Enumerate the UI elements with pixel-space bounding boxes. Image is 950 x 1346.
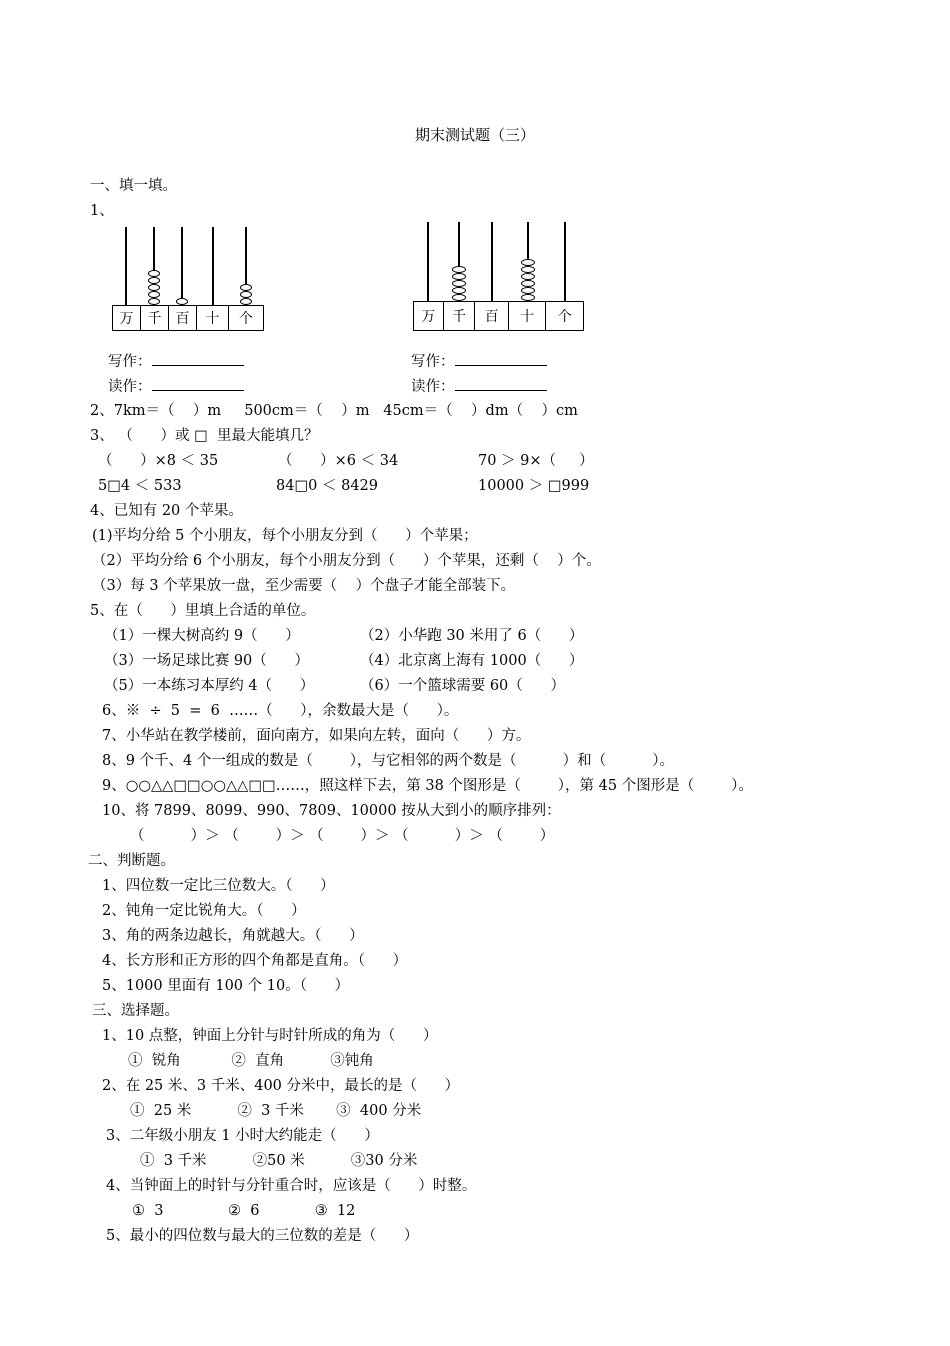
write-label: 写作： xyxy=(108,354,152,370)
choice-options: ① 锐角 ② 直角 ③钝角 xyxy=(128,1053,374,1069)
q3-item: 70 ＞ 9×（ ） xyxy=(478,453,594,469)
read-row-right xyxy=(411,376,547,397)
judge-item: 5、1000 里面有 100 个 10。（ ） xyxy=(102,978,350,994)
abacus-bead xyxy=(240,291,252,298)
section-3-heading: 三、选择题。 xyxy=(92,1003,179,1019)
abacus-bead xyxy=(521,294,535,301)
question-7: 7、小华站在教学楼前，面向南方，如果向左转，面向（ ）方。 xyxy=(102,728,531,744)
abacus-right-frame xyxy=(413,301,584,331)
judge-item: 4、长方形和正方形的四个角都是直角。（ ） xyxy=(102,953,408,969)
place-label-bai: 百 xyxy=(475,302,509,330)
abacus-bead xyxy=(148,298,160,305)
place-label-wan: 万 xyxy=(113,306,141,330)
abacus-bead xyxy=(521,259,535,266)
abacus-bead xyxy=(240,284,252,291)
choice-options: ① 25 米 ② 3 千米 ③ 400 分米 xyxy=(130,1103,422,1119)
question-3-stem: 3、 （ ）或 □ 里最大能填几？ xyxy=(90,428,319,444)
q4-item: (1)平均分给 5 个小朋友，每个小朋友分到（ ）个苹果； xyxy=(92,528,478,544)
abacus-bead xyxy=(148,291,160,298)
place-label-qian: 千 xyxy=(444,302,476,330)
abacus-rod-bai xyxy=(181,227,183,305)
q5-item: （1）一棵大树高约 9（ ） xyxy=(104,628,300,644)
q3-item: （ ）×6 ＜ 34 xyxy=(278,453,399,469)
q5-item: （4）北京离上海有 1000（ ） xyxy=(360,653,584,669)
abacus-bead xyxy=(452,280,466,287)
q3-item: 84□0 ＜ 8429 xyxy=(276,478,378,494)
read-label: 读作： xyxy=(108,379,152,395)
place-label-ge: 个 xyxy=(557,309,572,325)
choice-stem: 2、在 25 米、3 千米、400 分米中，最长的是（ ） xyxy=(102,1078,460,1094)
q4-item: （3）每 3 个苹果放一盘，至少需要（ ）个盘子才能全部装下。 xyxy=(92,578,516,594)
page-title: 期末测试题（三） xyxy=(414,126,535,144)
q5-item: （3）一场足球比赛 90（ ） xyxy=(104,653,309,669)
abacus-bead xyxy=(452,273,466,280)
abacus-rod-ge xyxy=(564,222,566,301)
place-label-shi: 十 xyxy=(197,306,229,330)
abacus-bead xyxy=(521,273,535,280)
question-5-stem: 5、在（ ）里填上合适的单位。 xyxy=(90,603,316,619)
write-label: 写作： xyxy=(411,354,455,370)
choice-stem: 4、当钟面上的时针与分针重合时，应该是（ ）时整。 xyxy=(106,1178,477,1194)
question-6: 6、※ ÷ 5 = 6 ……（ ），余数最大是（ ）。 xyxy=(102,703,459,719)
choice-stem: 5、最小的四位数与最大的三位数的差是（ ） xyxy=(106,1228,419,1244)
abacus-bead xyxy=(148,270,160,277)
read-row-left xyxy=(108,376,244,397)
abacus-bead xyxy=(452,287,466,294)
q4-item: （2）平均分给 6 个小朋友，每个小朋友分到（ ）个苹果，还剩（ ）个。 xyxy=(92,553,601,569)
place-label-ge: 个 xyxy=(239,311,253,327)
judge-item: 1、四位数一定比三位数大。（ ） xyxy=(102,878,335,894)
abacus-bead xyxy=(148,284,160,291)
abacus-bead xyxy=(521,266,535,273)
q3-item: 10000 ＞ □999 xyxy=(478,478,590,494)
q10-answer-line: （ ）＞ （ ）＞ （ ）＞ （ ）＞ （ ） xyxy=(130,828,555,844)
abacus-left xyxy=(112,225,264,331)
abacus-right xyxy=(413,220,584,331)
write-blank[interactable] xyxy=(152,351,244,366)
place-label-bai: 百 xyxy=(169,306,197,330)
write-blank[interactable] xyxy=(455,351,547,366)
abacus-bead xyxy=(452,294,466,301)
abacus-bead xyxy=(452,266,466,273)
abacus-bead xyxy=(521,287,535,294)
q5-item: （5）一本练习本厚约 4（ ） xyxy=(104,678,315,694)
abacus-bead xyxy=(148,277,160,284)
abacus-rod-shi xyxy=(212,227,214,305)
question-10-stem: 10、将 7899、8099、990、7809、10000 按从大到小的顺序排列： xyxy=(102,803,561,819)
place-label-qian: 千 xyxy=(141,306,169,330)
q1-label: 1、 xyxy=(90,203,114,219)
abacus-rod-wan xyxy=(125,227,127,305)
question-8: 8、9 个千、4 个一组成的数是（ ），与它相邻的两个数是（ ）和（ ）。 xyxy=(102,753,674,769)
judge-item: 3、角的两条边越长，角就越大。（ ） xyxy=(102,928,364,944)
abacus-bead xyxy=(176,298,188,305)
read-blank[interactable] xyxy=(152,376,244,391)
q5-item: （6）一个篮球需要 60（ ） xyxy=(360,678,565,694)
read-label: 读作： xyxy=(411,379,455,395)
abacus-left-frame xyxy=(112,305,264,331)
judge-item: 2、钝角一定比锐角大。（ ） xyxy=(102,903,306,919)
choice-stem: 3、二年级小朋友 1 小时大约能走（ ） xyxy=(106,1128,379,1144)
q3-item: 5□4 ＜ 533 xyxy=(98,478,182,494)
abacus-bead xyxy=(240,298,252,305)
question-9: 9、○○△△□□○○△△□□……，照这样下去，第 38 个图形是（ ），第 45 个图形是（ ）。 xyxy=(102,778,753,794)
question-4-stem: 4、已知有 20 个苹果。 xyxy=(90,503,243,519)
choice-options: ① 3 千米 ②50 米 ③30 分米 xyxy=(140,1153,418,1169)
write-row-right xyxy=(411,351,547,372)
question-2: 2、7km＝（ ）m 500cm＝（ ）m 45cm＝（ ）dm（ ）cm xyxy=(90,403,578,419)
q3-item: （ ）×8 ＜ 35 xyxy=(98,453,219,469)
choice-options: ① 3 ② 6 ③ 12 xyxy=(132,1203,356,1219)
write-row-left xyxy=(108,351,244,372)
abacus-bead xyxy=(521,280,535,287)
q5-item: （2）小华跑 30 米用了 6（ ） xyxy=(360,628,584,644)
abacus-rod-wan xyxy=(427,222,429,301)
section-2-heading: 二、判断题。 xyxy=(88,853,175,869)
choice-stem: 1、10 点整，钟面上分针与时针所成的角为（ ） xyxy=(102,1028,438,1044)
place-label-shi: 十 xyxy=(509,302,547,330)
section-1-heading: 一、填一填。 xyxy=(90,178,177,194)
read-blank[interactable] xyxy=(455,376,547,391)
place-label-wan: 万 xyxy=(414,302,444,330)
abacus-rod-bai xyxy=(491,222,493,301)
